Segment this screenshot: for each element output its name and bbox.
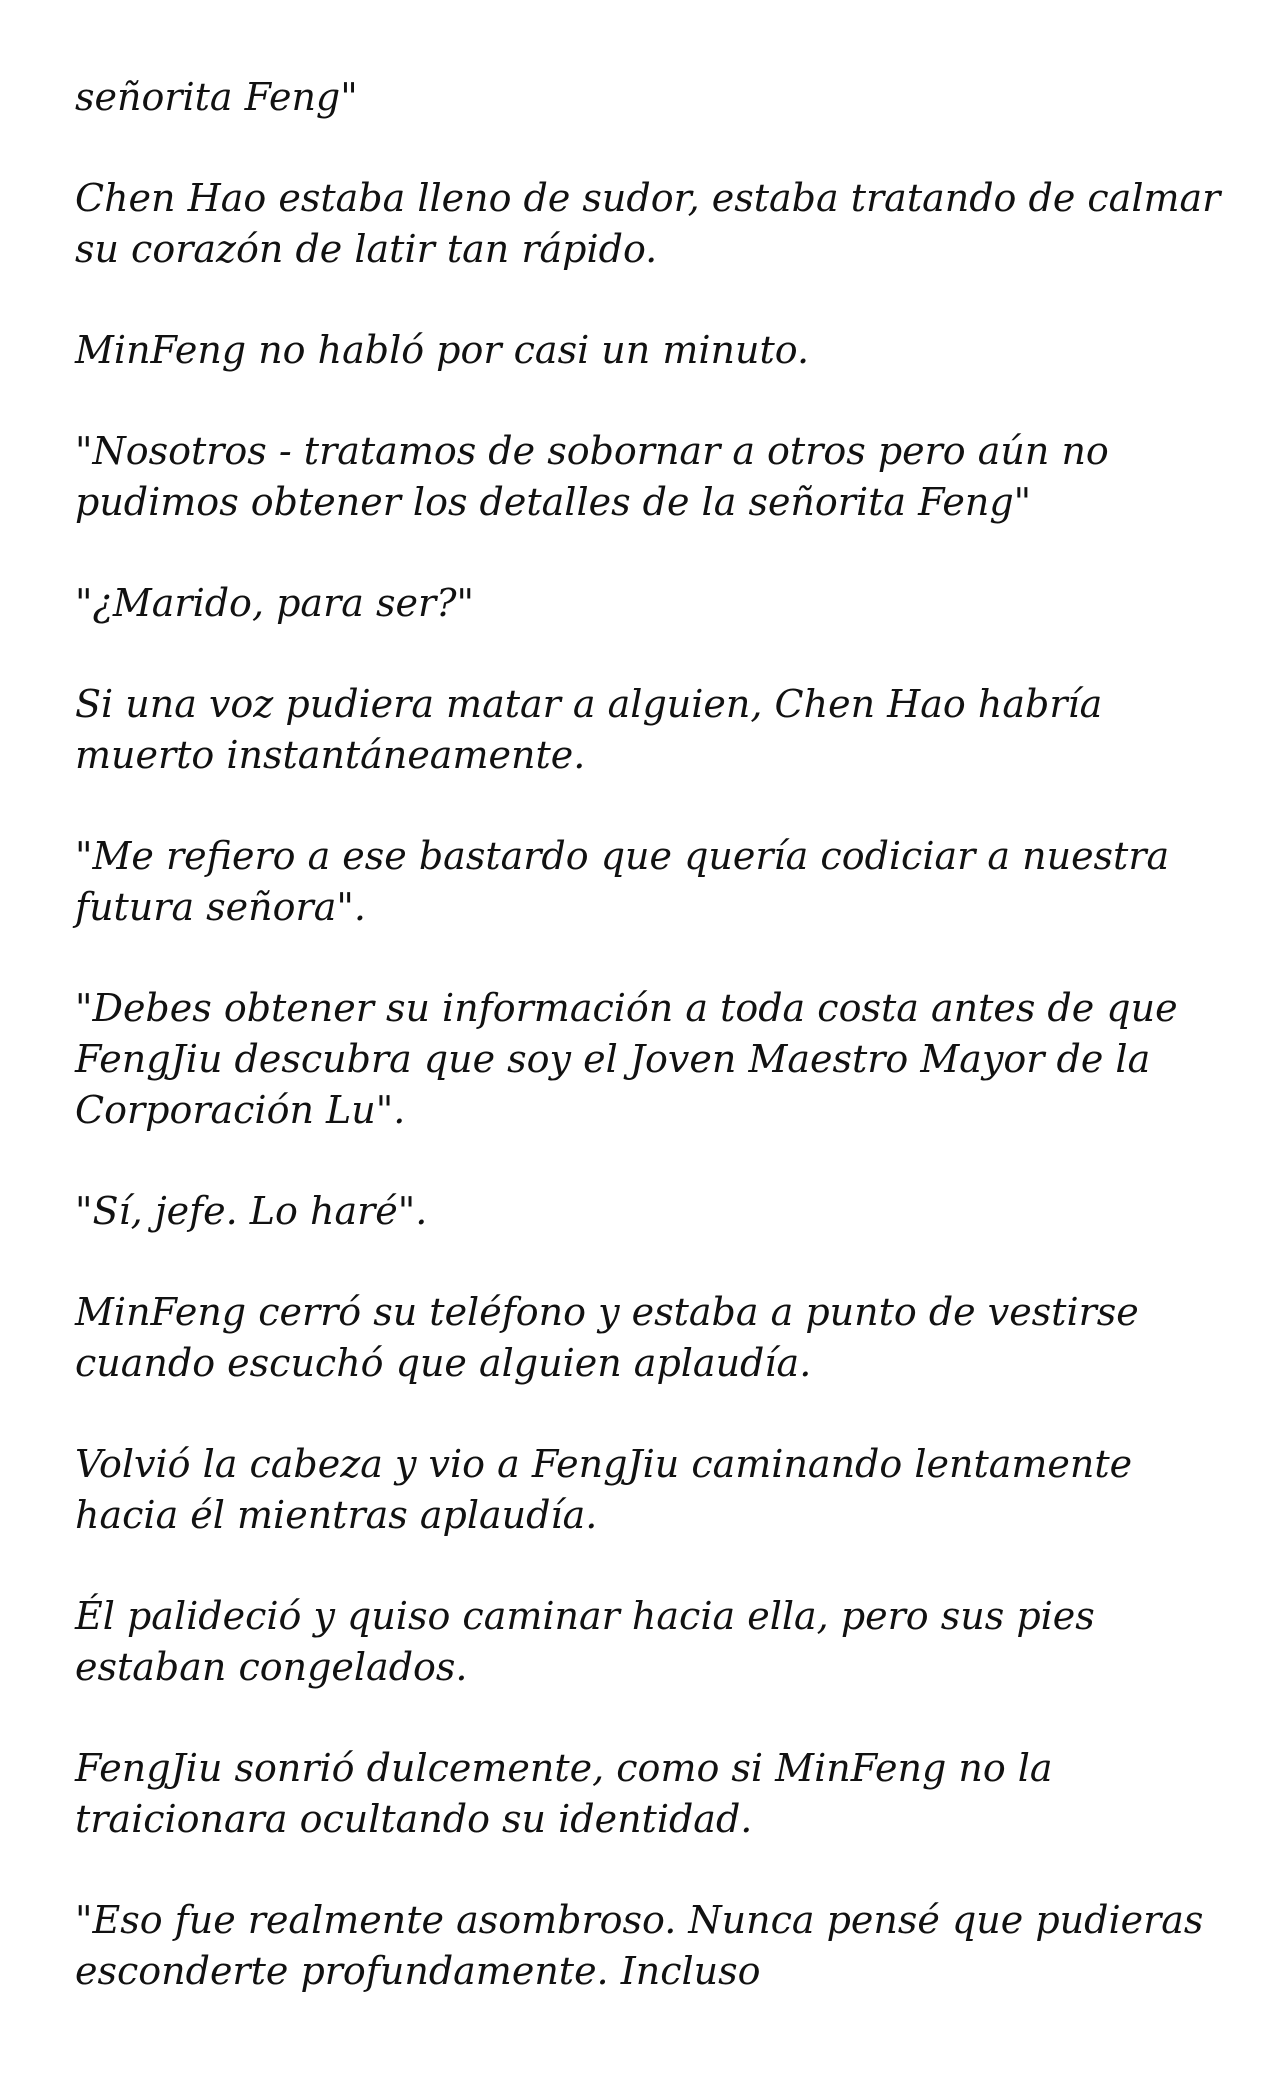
paragraph: Si una voz pudiera matar a alguien, Chen Hao habría muerto instantáneamente.: [75, 682, 1103, 777]
paragraph: señorita Feng": [75, 75, 358, 119]
paragraph: "Me refiero a ese bastardo que quería codiciar a nuestra futura señora".: [75, 834, 1170, 929]
paragraph: MinFeng cerró su teléfono y estaba a punto de vestirse cuando escuchó que alguien aplaudía.: [75, 1290, 1139, 1385]
paragraph: Chen Hao estaba lleno de sudor, estaba tratando de calmar su corazón de latir tan rápido.: [75, 176, 1221, 271]
paragraph: Él palideció y quiso caminar hacia ella, pero sus pies estaban congelados.: [75, 1594, 1095, 1689]
paragraph: "Sí, jefe. Lo haré".: [75, 1189, 428, 1233]
paragraph: "¿Marido, para ser?": [75, 581, 474, 625]
paragraph: "Debes obtener su información a toda costa antes de que FengJiu descubra que soy el Joven Maestro Mayor de la Corporación Lu".: [75, 986, 1178, 1132]
document-body: [75, 72, 1235, 2047]
paragraph: Volvió la cabeza y vio a FengJiu caminando lentamente hacia él mientras aplaudía.: [75, 1442, 1133, 1537]
paragraph: MinFeng no habló por casi un minuto.: [75, 328, 810, 372]
paragraph: FengJiu sonrió dulcemente, como si MinFeng no la traicionara ocultando su identidad.: [75, 1746, 1053, 1841]
paragraph: "Nosotros - tratamos de sobornar a otros pero aún no pudimos obtener los detalles de la señorita Feng": [75, 429, 1109, 524]
paragraph: "Eso fue realmente asombroso. Nunca pensé que pudieras esconderte profundamente. Incluso: [75, 1898, 1204, 1993]
